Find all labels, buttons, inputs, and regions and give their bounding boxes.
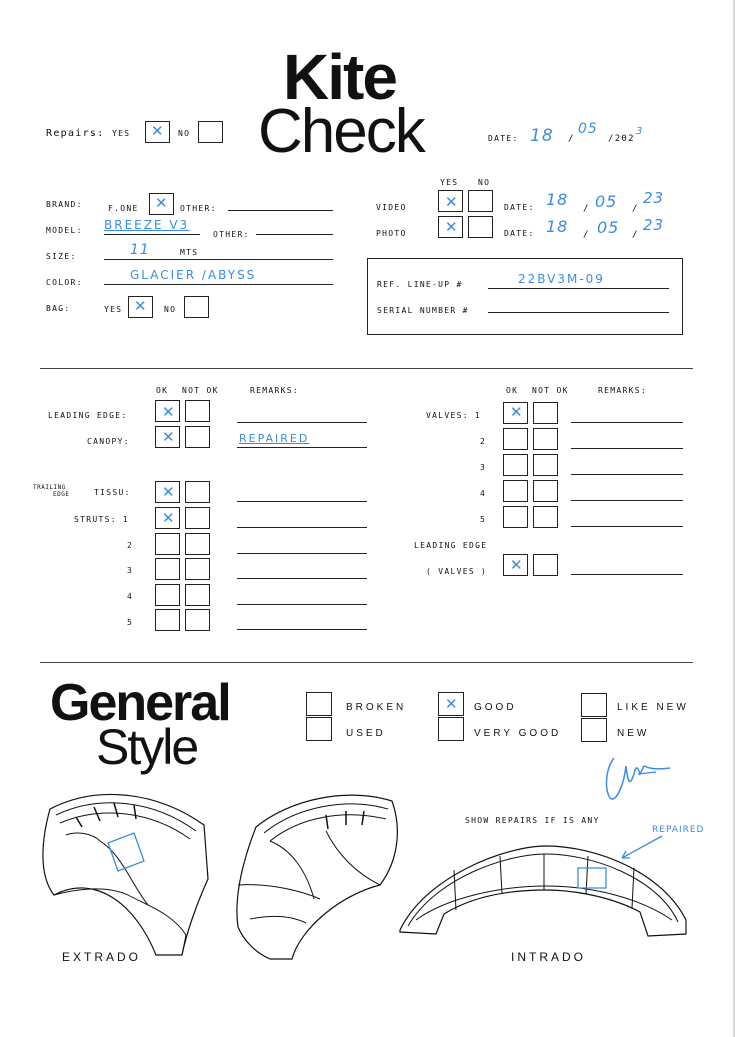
date-day[interactable]: 18 [530,126,554,146]
check-mark: ✕ [445,695,458,713]
show-repairs-label: SHOW REPAIRS IF IS ANY [465,816,600,825]
size-label: SIZE: [46,252,77,261]
brand-other-label: OTHER: [180,204,217,213]
date-label: DATE: [488,134,519,143]
leading-edge-valves-label: LEADING EDGE [414,541,488,550]
repairs-label: Repairs: [46,128,105,139]
bag-no-checkbox[interactable] [184,296,209,318]
photo-day[interactable]: 18 [546,217,569,236]
extrado-left-diagram [36,785,216,963]
model-label: MODEL: [46,226,83,235]
video-month[interactable]: 05 [595,192,618,211]
strut-3-ok-checkbox[interactable] [155,558,180,580]
struts-label: STRUTS: 1 [74,515,130,524]
video-year[interactable]: 23 [643,189,665,207]
strut-2-remarks-line[interactable] [237,553,367,554]
size-unit: MTS [180,248,199,257]
bag-yes-checkbox[interactable] [128,296,153,318]
very-good-checkbox[interactable] [438,717,464,741]
section-divider-2 [40,662,693,663]
strut-1-notok-checkbox[interactable] [185,507,210,529]
media-no-header: NO [478,178,491,187]
check-mark: ✕ [155,194,168,212]
strut-5-remarks-line[interactable] [237,629,367,630]
broken-checkbox[interactable] [306,692,332,716]
valve-4-ok-checkbox[interactable] [503,480,528,502]
valve-5-notok-checkbox[interactable] [533,506,558,528]
ok-header-right: OK [506,386,519,395]
valve-4-label: 4 [480,489,487,498]
model-value[interactable]: BREEZE V3 [104,218,190,232]
valve-3-ok-checkbox[interactable] [503,454,528,476]
new-label: NEW [617,728,650,739]
strut-3-remarks-line[interactable] [237,578,367,579]
valve-3-remarks-line[interactable] [571,474,683,475]
check-mark: ✕ [151,122,164,140]
used-checkbox[interactable] [306,717,332,741]
photo-date-label: DATE: [504,229,535,238]
model-other-label: OTHER: [213,230,250,239]
valve-2-notok-checkbox[interactable] [533,428,558,450]
repairs-no-checkbox[interactable] [198,121,223,143]
video-sep1: / [583,204,590,214]
le-valves-notok-checkbox[interactable] [533,554,558,576]
valve-5-label: 5 [480,515,487,524]
date-sep-year: /202 [608,134,635,144]
brand-fone-checkbox[interactable] [149,193,174,215]
bag-label: BAG: [46,304,71,313]
intrado-diagram [396,834,692,942]
leading-edge-ok-checkbox[interactable] [155,400,180,422]
photo-yes-checkbox[interactable] [438,216,463,238]
remarks-header-left: REMARKS: [250,386,299,395]
le-valves-remarks-line[interactable] [571,574,683,575]
broken-label: BROKEN [346,702,407,713]
tissu-label: TISSU: [94,488,131,497]
check-mark: ✕ [162,483,175,501]
canopy-notok-checkbox[interactable] [185,426,210,448]
valve-5-ok-checkbox[interactable] [503,506,528,528]
bag-yes-label: YES [104,305,123,314]
check-mark: ✕ [162,403,175,421]
valve-3-notok-checkbox[interactable] [533,454,558,476]
canopy-label: CANOPY: [87,437,130,446]
brand-other-line[interactable] [228,210,333,211]
photo-no-checkbox[interactable] [468,216,493,238]
strut-4-ok-checkbox[interactable] [155,584,180,606]
like-new-label: LIKE NEW [617,702,689,713]
not-ok-header-right: NOT OK [532,386,569,395]
general-title: General [50,674,230,732]
size-line [104,259,333,260]
check-mark: ✕ [445,193,458,211]
ref-lineup-label: REF. LINE-UP # [377,280,463,289]
video-date-label: DATE: [504,203,535,212]
repairs-yes-label: YES [112,129,131,138]
check-mark: ✕ [510,556,523,574]
photo-label: PHOTO [376,229,407,238]
strut-5-label: 5 [127,618,134,627]
like-new-checkbox[interactable] [581,693,607,717]
valve-2-ok-checkbox[interactable] [503,428,528,450]
color-value[interactable]: GLACIER /ABYSS [130,268,257,282]
check-mark: ✕ [445,218,458,236]
video-no-checkbox[interactable] [468,190,493,212]
valve-4-remarks-line[interactable] [571,500,683,501]
date-month[interactable]: 05 [578,121,598,137]
strut-4-notok-checkbox[interactable] [185,584,210,606]
video-yes-checkbox[interactable] [438,190,463,212]
repaired-note[interactable]: REPAIRED [652,825,705,835]
date-year[interactable]: 3 [636,126,644,137]
strut-5-ok-checkbox[interactable] [155,609,180,631]
valve-2-label: 2 [480,437,487,446]
serial-number-line[interactable] [488,312,669,313]
ok-header-left: OK [156,386,169,395]
very-good-label: VERY GOOD [474,728,562,739]
bag-no-label: NO [164,305,177,314]
title-kite: Kite [283,41,396,113]
check-mark: ✕ [510,403,523,421]
color-label: COLOR: [46,278,83,287]
video-label: VIDEO [376,203,407,212]
valve-1-notok-checkbox[interactable] [533,402,558,424]
photo-year[interactable]: 23 [643,216,665,234]
remarks-header-right: REMARKS: [598,386,647,395]
valve-2-remarks-line[interactable] [571,448,683,449]
valve-1-remarks-line[interactable] [571,422,683,423]
reference-box [367,258,683,335]
strut-3-notok-checkbox[interactable] [185,558,210,580]
tissu-remarks-line[interactable] [237,501,367,502]
check-mark: ✕ [162,509,175,527]
date-sep: / [568,134,575,144]
strut-5-notok-checkbox[interactable] [185,609,210,631]
strut-2-ok-checkbox[interactable] [155,533,180,555]
trailing-edge-label-2: EDGE [53,491,70,498]
strut-3-label: 3 [127,566,134,575]
strut-1-remarks-line[interactable] [237,527,367,528]
strut-2-notok-checkbox[interactable] [185,533,210,555]
good-label: GOOD [474,702,517,713]
strut-4-remarks-line[interactable] [237,604,367,605]
media-yes-header: YES [440,178,459,187]
leading-edge-valves-label-2: ( VALVES ) [426,567,488,576]
leading-edge-notok-checkbox[interactable] [185,400,210,422]
video-day[interactable]: 18 [546,190,569,209]
good-checkbox[interactable] [438,692,464,716]
tissu-ok-checkbox[interactable] [155,481,180,503]
video-sep2: / [632,204,639,214]
photo-month[interactable]: 05 [597,218,620,237]
valves-label: VALVES: 1 [426,411,482,420]
title-check: Check [258,97,424,166]
check-mark: ✕ [162,428,175,446]
not-ok-header-left: NOT OK [182,386,219,395]
trailing-edge-label: TRAILING [33,484,66,491]
used-label: USED [346,728,386,739]
valve-1-ok-checkbox[interactable] [503,402,528,424]
section-divider-1 [40,368,693,369]
leading-edge-label: LEADING EDGE: [48,411,128,420]
le-valves-ok-checkbox[interactable] [503,554,528,576]
repairs-no-label: NO [178,129,191,138]
ref-lineup-value[interactable]: 22BV3M-09 [518,272,605,286]
extrado-label: EXTRADO [62,950,142,964]
serial-number-label: SERIAL NUMBER # [377,306,469,315]
style-title: Style [96,719,198,775]
canopy-remarks-line [237,447,367,448]
new-checkbox[interactable] [581,718,607,742]
valve-4-notok-checkbox[interactable] [533,480,558,502]
leading-edge-remarks-line[interactable] [237,422,367,423]
extrado-right-diagram [230,789,408,963]
strut-1-ok-checkbox[interactable] [155,507,180,529]
signature [600,744,680,804]
strut-4-label: 4 [127,592,134,601]
valve-3-label: 3 [480,463,487,472]
ref-lineup-line [488,288,669,289]
canopy-ok-checkbox[interactable] [155,426,180,448]
canopy-remark[interactable]: REPAIRED [239,432,310,445]
intrado-label: INTRADO [511,950,586,964]
color-line [104,284,333,285]
tissu-notok-checkbox[interactable] [185,481,210,503]
size-value[interactable]: 11 [130,242,150,258]
repairs-yes-checkbox[interactable] [145,121,170,143]
valve-5-remarks-line[interactable] [571,526,683,527]
check-mark: ✕ [134,297,147,315]
brand-fone: F.ONE [108,204,139,213]
model-line [104,234,200,235]
brand-label: BRAND: [46,200,83,209]
model-other-line[interactable] [256,234,333,235]
photo-sep2: / [632,230,639,240]
photo-sep1: / [583,230,590,240]
strut-2-label: 2 [127,541,134,550]
